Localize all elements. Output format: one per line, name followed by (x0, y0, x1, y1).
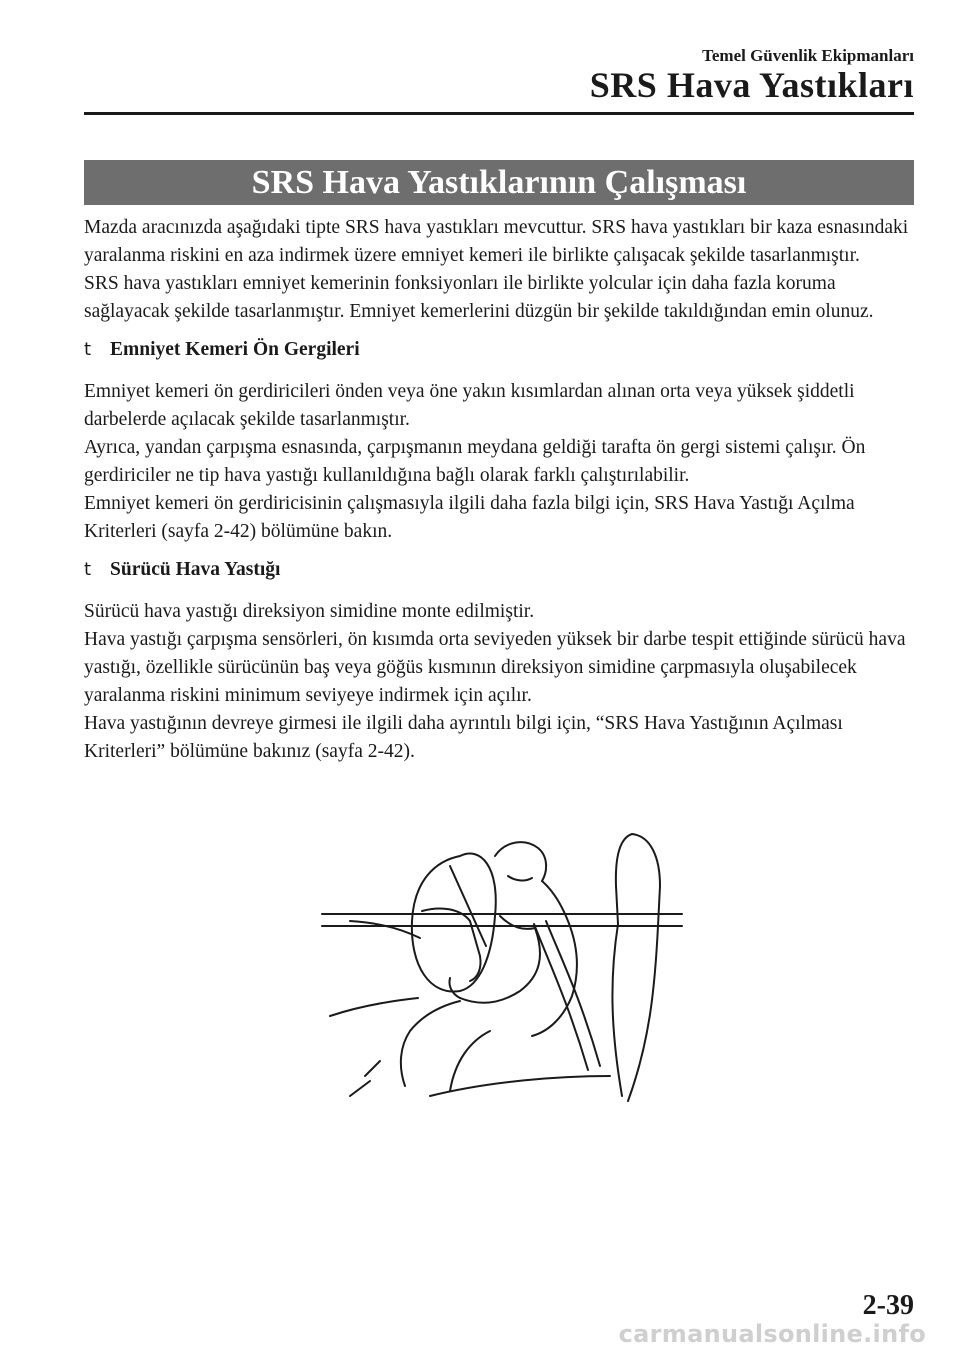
header-rule (84, 112, 914, 115)
watermark: carmanualsonline.info (618, 1320, 926, 1348)
driver-airbag-heading-text: Sürücü Hava Yastığı (110, 559, 281, 580)
pretensioner-heading-text: Emniyet Kemeri Ön Gergileri (110, 339, 360, 360)
pretensioner-paragraph-2: Ayrıca, yandan çarpışma esnasında, çarpışmanın meydana geldiği tarafta ön gergi sistemi çalışır. Ön gerdiriciler ne tip hava yastığı kullanıldığına bağlı olarak farklı çalıştırılabilir. (84, 437, 866, 486)
section-banner (84, 160, 914, 205)
pretensioner-paragraph-1: Emniyet kemeri ön gerdiricileri önden veya öne yakın kısımlardan alınan orta veya yüksek şiddetli darbelerde açılacak şekilde tasarlanmıştır. (84, 381, 855, 430)
driver-airbag-paragraph-1: Sürücü hava yastığı direksiyon simidine monte edilmiştir. (84, 601, 535, 622)
page-number: 2-39 (862, 1290, 914, 1321)
intro-paragraph-1: Mazda aracınızda aşağıdaki tipte SRS hava yastıkları mevcuttur. SRS hava yastıkları bir kaza esnasındaki yaralanma riskini en aza indirmek üzere emniyet kemeri ile birlikte çalışacak şekilde tasarlanmıştır. (84, 217, 909, 266)
content (84, 214, 916, 774)
intro-paragraph-2: SRS hava yastıkları emniyet kemerinin fonksiyonları ile birlikte yolcular için daha fazla koruma sağlayacak şekilde tasarlanmıştır. Emniyet kemerlerini düzgün bir şekilde takıldığından emin olunuz. (84, 273, 874, 322)
driver-airbag-heading (84, 556, 916, 584)
bullet-icon: t (84, 339, 92, 360)
driver-airbag-paragraph-2: Hava yastığı çarpışma sensörleri, ön kısımda orta seviyeden yüksek bir darbe tespit ettiğinde sürücü hava yastığı, özellikle sürücünün baş veya göğüs kısmının direksiyon simidine çarpmasıyla oluşabilecek yaralanma riskini minimum seviyeye indirmek için açılır. (84, 629, 906, 706)
pretensioner-paragraph-3: Emniyet kemeri ön gerdiricisinin çalışmasıyla ilgili daha fazla bilgi için, SRS Hava Yastığı Açılma Kriterleri (sayfa 2-42) bölümüne bakın. (84, 493, 855, 542)
bullet-icon: t (84, 559, 92, 580)
driver-airbag-paragraph-3: Hava yastığının devreye girmesi ile ilgili daha ayrıntılı bilgi için, “SRS Hava Yastığının Açılması Kriterleri” bölümüne bakınız (sayfa 2-42). (84, 713, 843, 762)
page-header-title: SRS Hava Yastıkları (589, 65, 914, 105)
section-title: SRS Hava Yastıklarının Çalışması (251, 163, 747, 201)
driver-airbag-illustration (310, 826, 700, 1106)
pretensioner-heading (84, 336, 916, 364)
chapter-label: Temel Güvenlik Ekipmanları (702, 46, 914, 65)
